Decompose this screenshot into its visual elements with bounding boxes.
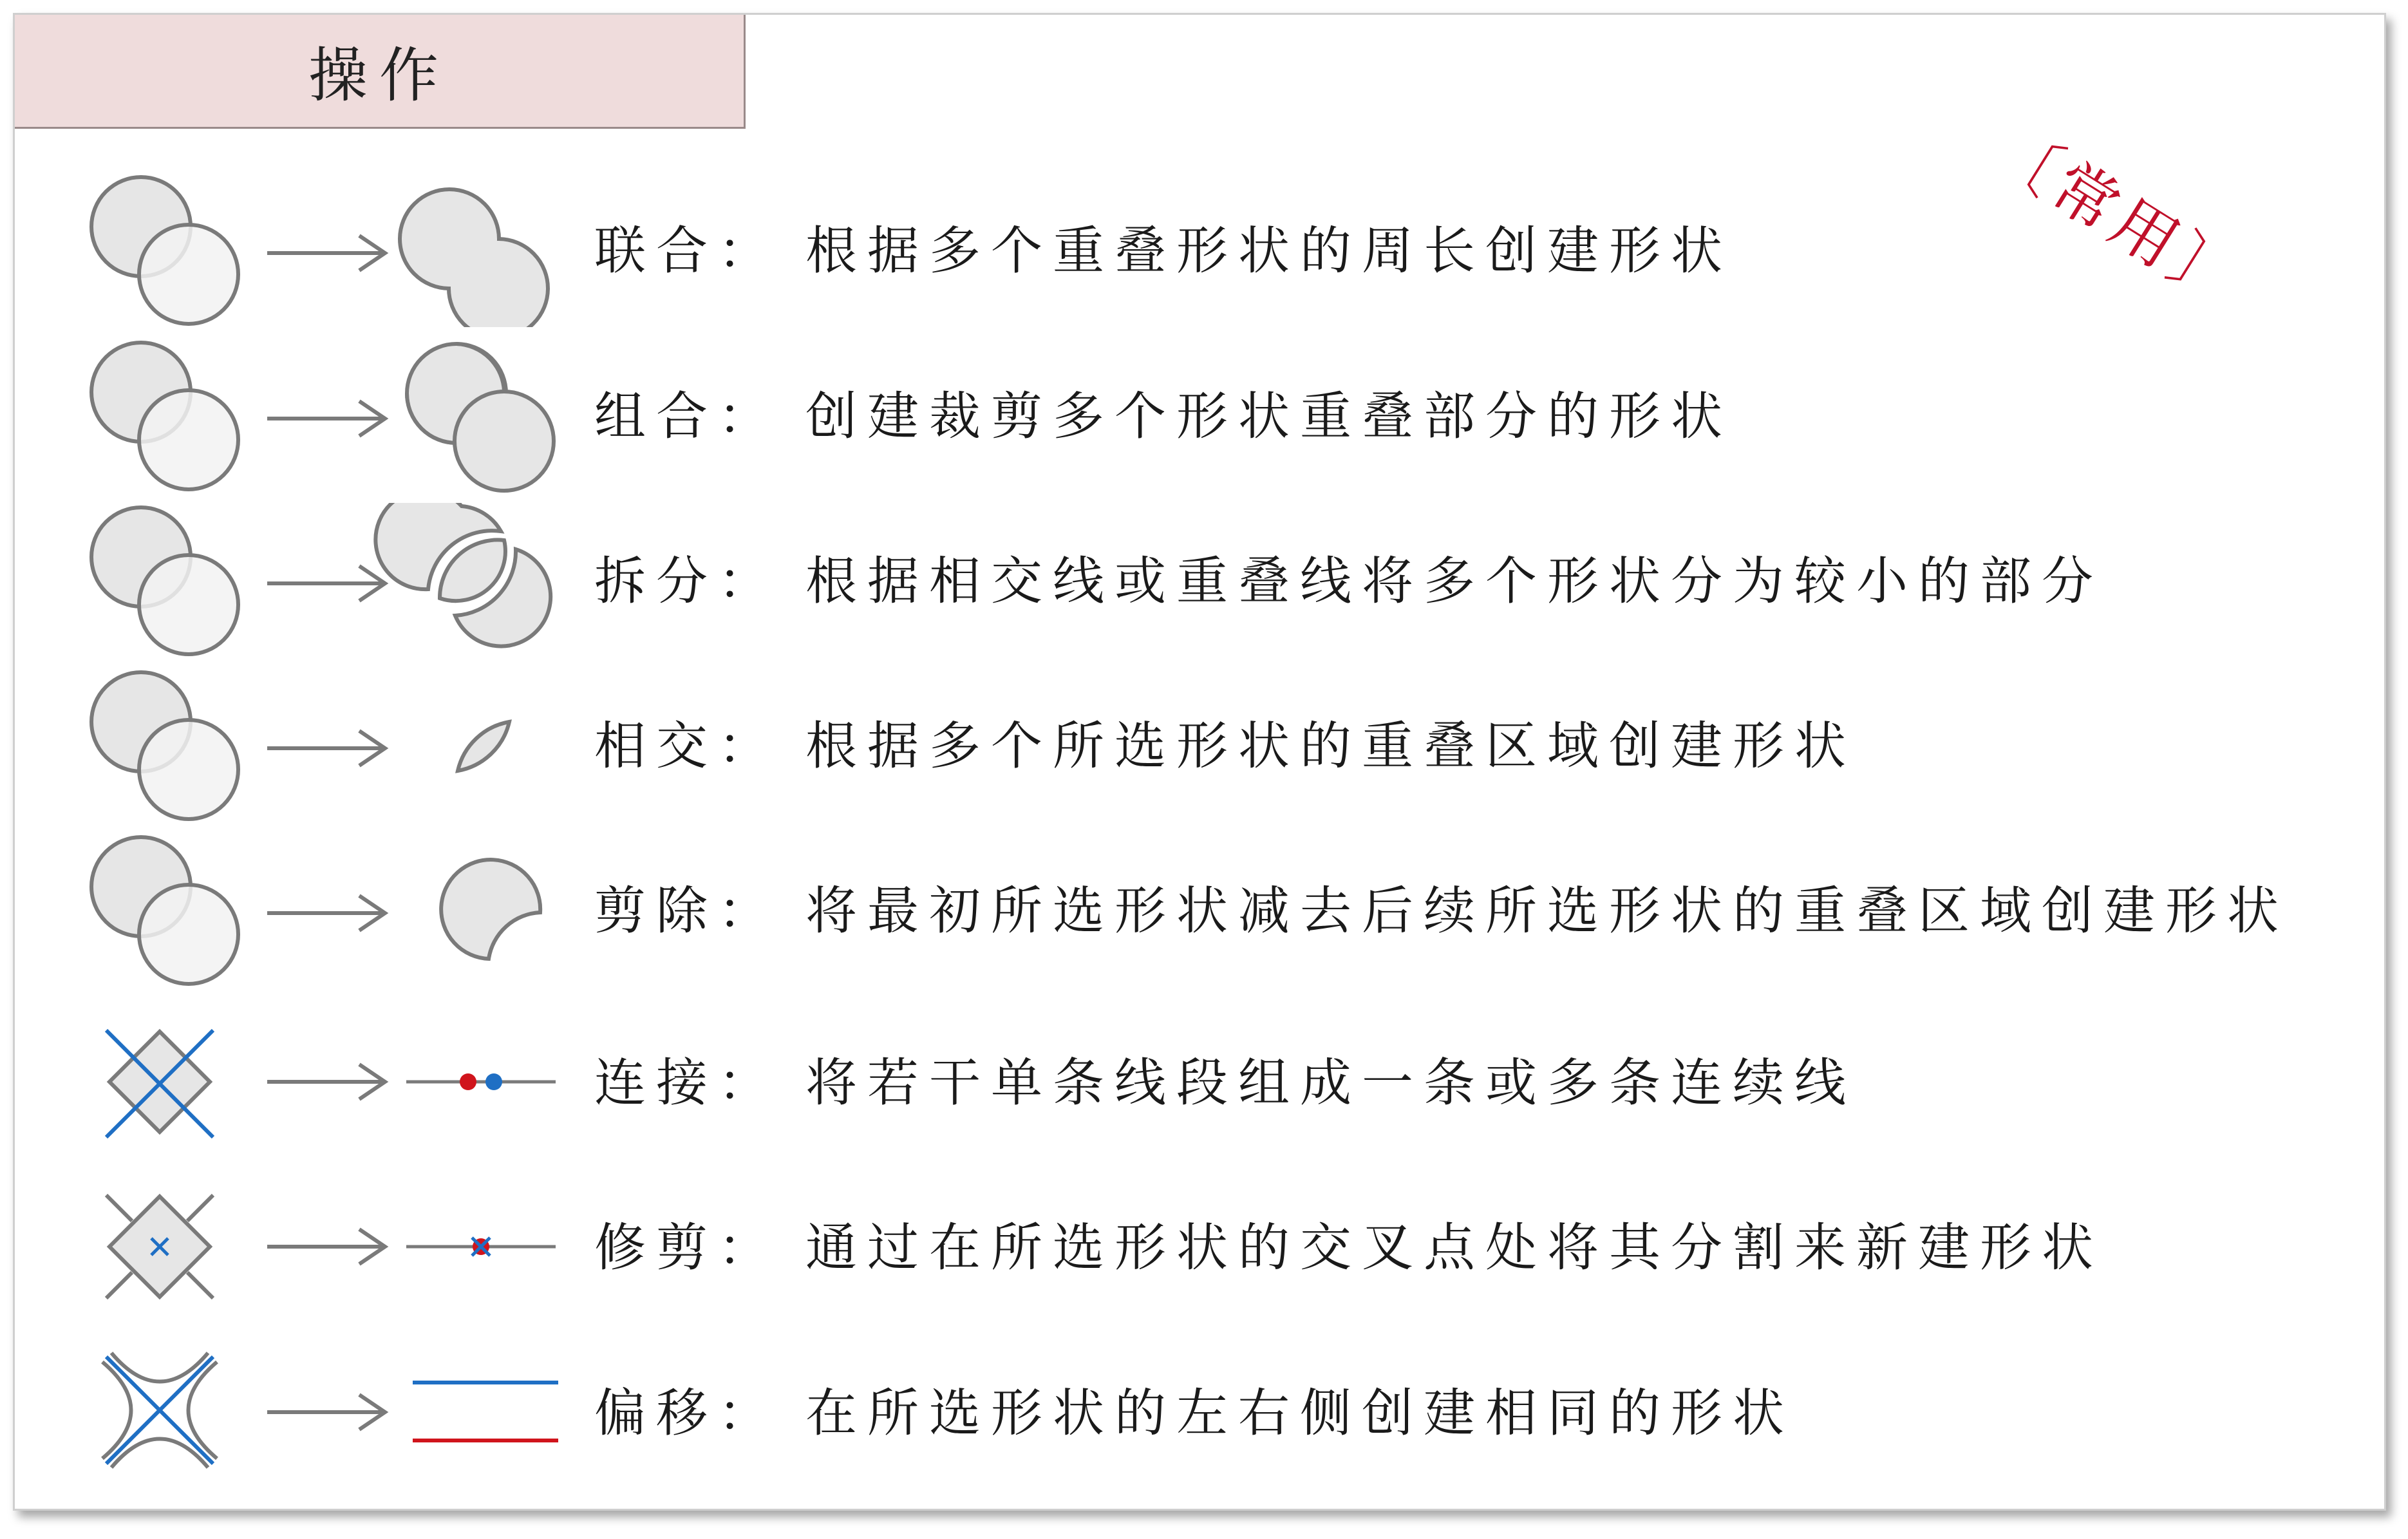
arrow-right-icon bbox=[267, 896, 385, 930]
operation-desc: 根据多个重叠形状的周长创建形状 bbox=[805, 221, 1733, 281]
arrow-right-icon bbox=[267, 236, 385, 270]
operation-row-intersect bbox=[15, 668, 2384, 822]
header-title: 操作 bbox=[308, 41, 450, 110]
operation-desc: 将最初所选形状减去后续所选形状的重叠区域创建形状 bbox=[805, 881, 2289, 941]
subtract-shape-icon bbox=[441, 860, 540, 959]
arrow-right-icon bbox=[267, 1395, 385, 1430]
operation-row-join bbox=[15, 998, 2384, 1153]
operation-name: 剪除： bbox=[594, 881, 780, 941]
operation-name: 相交： bbox=[594, 716, 780, 776]
trim-line-icon bbox=[406, 1238, 556, 1256]
operation-row-fragment bbox=[15, 503, 2384, 657]
common-stamp: 〔常用〕 bbox=[1979, 110, 2255, 322]
operation-row-trim bbox=[15, 1163, 2384, 1317]
overlapping-circles-icon bbox=[91, 507, 238, 654]
arrow-right-icon bbox=[267, 1229, 385, 1264]
fragment-shape-icon bbox=[375, 503, 550, 647]
overlapping-circles-icon bbox=[91, 837, 238, 984]
operations-card bbox=[13, 13, 2386, 1511]
operation-name: 连接： bbox=[594, 1053, 780, 1113]
crossed-diamond-lines-icon bbox=[106, 1030, 213, 1137]
intersect-shape-icon bbox=[458, 722, 509, 771]
operation-row-offset bbox=[15, 1328, 2384, 1483]
operation-name: 组合： bbox=[594, 386, 780, 446]
operation-desc: 通过在所选形状的交叉点处将其分割来新建形状 bbox=[805, 1218, 2103, 1278]
operation-name: 联合： bbox=[594, 221, 780, 281]
arrow-right-icon bbox=[267, 1064, 385, 1099]
overlapping-circles-icon bbox=[91, 672, 238, 819]
operation-name: 偏移： bbox=[594, 1383, 780, 1443]
join-line-icon bbox=[406, 1073, 556, 1090]
combine-shape-icon bbox=[407, 344, 554, 491]
operation-desc: 根据相交线或重叠线将多个形状分为较小的部分 bbox=[805, 551, 2103, 611]
operation-row-combine bbox=[15, 338, 2384, 493]
operation-desc: 创建裁剪多个形状重叠部分的形状 bbox=[805, 386, 1733, 446]
offset-cross-icon bbox=[102, 1353, 217, 1468]
operation-desc: 根据多个所选形状的重叠区域创建形状 bbox=[805, 716, 1856, 776]
arrow-right-icon bbox=[267, 401, 385, 436]
trim-diamond-icon bbox=[106, 1195, 213, 1298]
operation-row-union bbox=[15, 173, 2384, 327]
operation-row-subtract bbox=[15, 833, 2384, 987]
offset-line-icon bbox=[413, 1383, 558, 1440]
operation-desc: 在所选形状的左右侧创建相同的形状 bbox=[805, 1383, 1794, 1443]
operation-name: 拆分： bbox=[594, 551, 780, 611]
arrow-right-icon bbox=[267, 731, 385, 766]
overlapping-circles-icon bbox=[91, 177, 238, 324]
arrow-right-icon bbox=[267, 566, 385, 601]
overlapping-circles-icon bbox=[91, 343, 238, 489]
header-tab bbox=[15, 15, 746, 129]
operation-desc: 将若干单条线段组成一条或多条连续线 bbox=[805, 1053, 1856, 1113]
operation-name: 修剪： bbox=[594, 1218, 780, 1278]
union-shape-icon bbox=[400, 189, 548, 327]
